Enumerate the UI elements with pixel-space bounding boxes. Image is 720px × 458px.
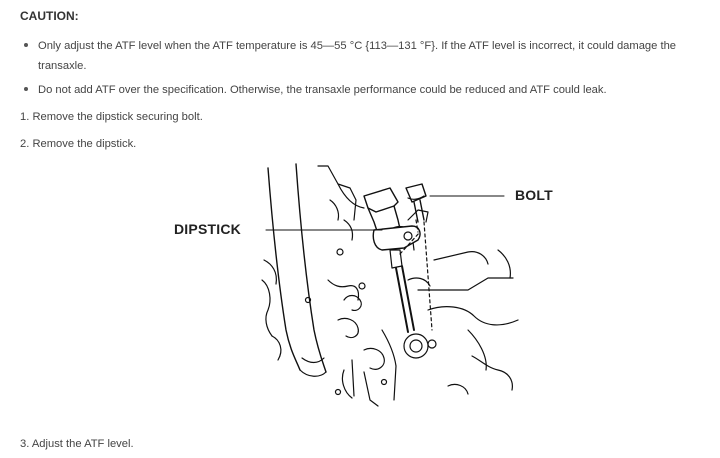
bullet-dot-icon [24,87,28,91]
caution-bullet-text: Do not add ATF over the specification. Otherwise, the transaxle performance could be reduced and ATF could leak. [38,84,607,96]
step-1: 1. Remove the dipstick securing bolt. [20,111,203,123]
bullet-dot-icon [24,43,28,47]
step-3: 3. Adjust the ATF level. [20,438,134,450]
step-2: 2. Remove the dipstick. [20,138,137,150]
caution-title: CAUTION: [20,9,79,23]
caution-bullet-1 [24,36,714,76]
dipstick-label: DIPSTICK [174,221,241,237]
bolt-label: BOLT [515,187,553,203]
caution-bullet-2 [24,80,714,100]
dipstick-removal-illustration [168,160,558,410]
caution-bullet-text: Only adjust the ATF level when the ATF temperature is 45—55 °C {113—131 °F}. If the ATF level is incorrect, it could damage the transaxle. [38,40,677,72]
